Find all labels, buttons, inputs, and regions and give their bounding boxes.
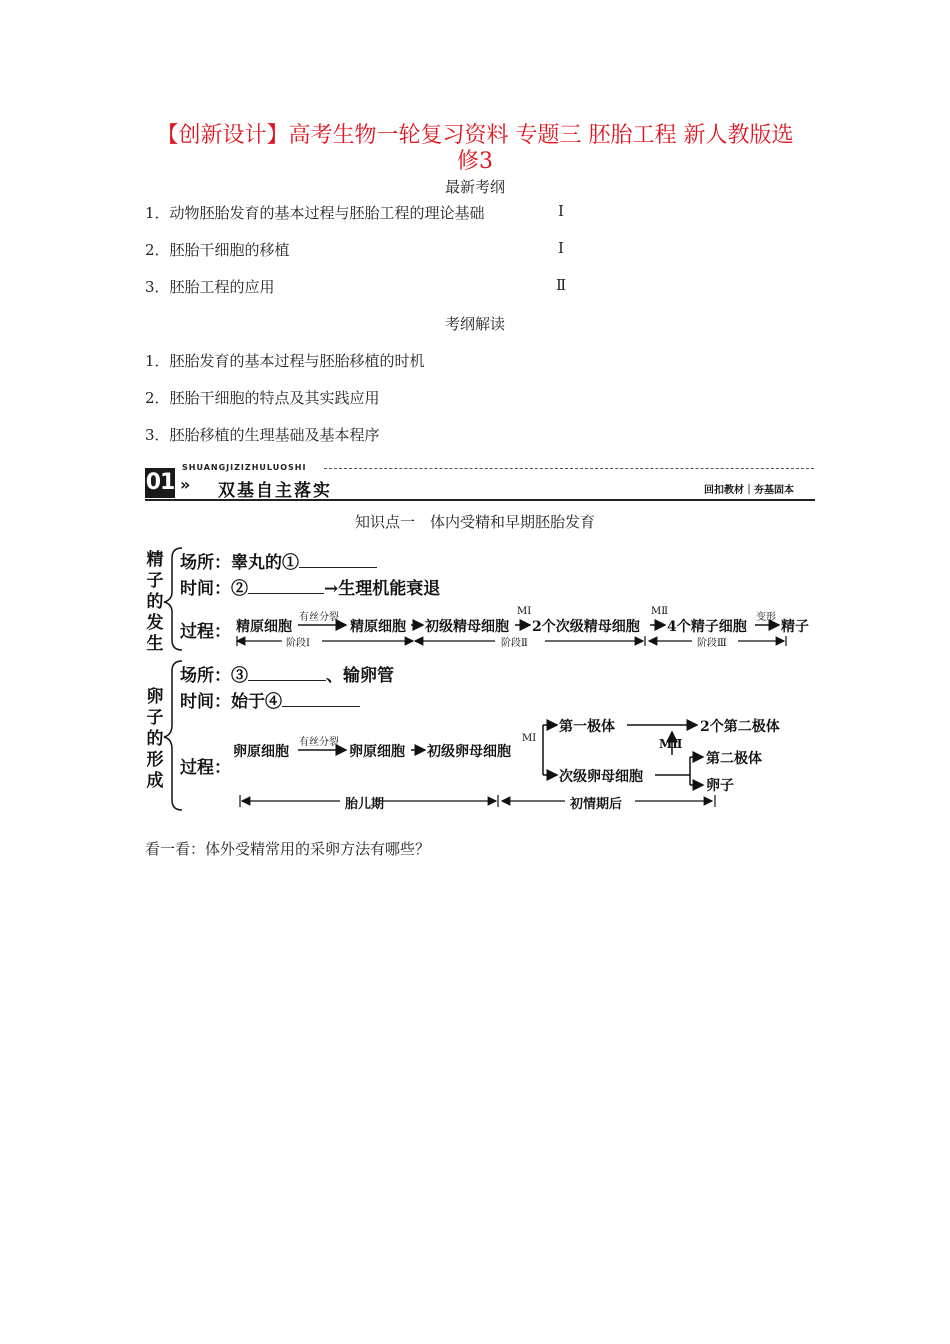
sperm-label-char: 子 xyxy=(146,571,164,591)
section-right-label: 回扣教材｜夯基固本 xyxy=(704,485,794,496)
syllabus-item-3: 3．胚胎工程的应用 xyxy=(145,278,275,296)
egg-label-char: 子 xyxy=(146,708,164,728)
egg-arrow-label-2: MⅠ xyxy=(522,733,537,744)
egg-result-second-polar: 第二极体 xyxy=(706,751,762,767)
sperm-arrow-label-2: MⅠ xyxy=(517,606,532,617)
document-title-line2: 修3 xyxy=(457,149,493,174)
sperm-stage-1: 阶段Ⅰ xyxy=(286,638,310,649)
egg-vertical-label xyxy=(145,687,165,792)
sperm-time-tail: →生理机能衰退 xyxy=(324,579,441,599)
egg-period-1: 胎儿期 xyxy=(345,797,385,812)
sperm-vertical-label xyxy=(145,550,165,655)
sperm-place-label: 场所：睾丸的① xyxy=(180,553,299,573)
sperm-step-1: 精原细胞 xyxy=(236,619,292,635)
interpretation-item-3: 3．胚胎移植的生理基础及基本程序 xyxy=(145,426,380,444)
sperm-label-char: 生 xyxy=(146,634,164,654)
interpretation-heading: 考纲解读 xyxy=(444,315,505,333)
egg-label-char: 的 xyxy=(146,729,164,749)
egg-place-label: 场所：③ xyxy=(180,666,248,686)
sperm-time-row xyxy=(180,574,440,599)
sperm-process-label: 过程： xyxy=(180,622,231,642)
sperm-arrow-label-4: 变形 xyxy=(756,612,776,623)
sperm-step-5: 4个精子细胞 xyxy=(667,619,747,635)
egg-arrow-label-3: MⅡ xyxy=(659,737,683,751)
egg-branch-top: 第一极体 xyxy=(559,719,615,735)
look-question: 看一看：体外受精常用的采卵方法有哪些？ xyxy=(145,840,431,858)
sperm-step-6: 精子 xyxy=(781,619,809,635)
egg-label-char: 成 xyxy=(146,771,164,791)
egg-step-3: 初级卵母细胞 xyxy=(427,744,511,760)
section-number-badge: 01 xyxy=(145,468,175,498)
syllabus-level-1: Ⅰ xyxy=(558,202,564,220)
sperm-arrow-label-1: 有丝分裂 xyxy=(299,612,339,623)
egg-time-row xyxy=(180,687,360,712)
sperm-label-char: 精 xyxy=(146,550,164,570)
sperm-place-row xyxy=(180,548,377,573)
egg-branch-top-result: 2个第二极体 xyxy=(700,719,780,735)
section-pinyin: SHUANGJIZIZHULUOSHI xyxy=(182,463,307,472)
egg-place-row xyxy=(180,661,394,686)
sperm-label-char: 的 xyxy=(146,592,164,612)
egg-result-egg: 卵子 xyxy=(706,778,734,794)
egg-place-tail: 、输卵管 xyxy=(326,666,394,686)
knowledge-point-heading: 知识点一 体内受精和早期胚胎发育 xyxy=(354,513,595,531)
section-title: 双基自主落实 xyxy=(218,481,332,501)
syllabus-item-1: 1．动物胚胎发育的基本过程与胚胎工程的理论基础 xyxy=(145,204,485,222)
sperm-stage-3: 阶段Ⅲ xyxy=(697,638,727,649)
sperm-arrow-label-3: MⅡ xyxy=(651,606,669,617)
syllabus-level-2: Ⅰ xyxy=(558,239,564,257)
egg-period-2: 初情期后 xyxy=(570,797,623,812)
egg-process-label: 过程： xyxy=(180,758,231,778)
egg-time-label: 时间：始于④ xyxy=(180,692,282,712)
blank-1 xyxy=(299,551,377,568)
sperm-time-label: 时间：② xyxy=(180,579,248,599)
interpretation-item-2: 2．胚胎干细胞的特点及其实践应用 xyxy=(145,389,380,407)
chevron-icon: » xyxy=(180,475,191,494)
sperm-step-2: 精原细胞 xyxy=(350,619,406,635)
sperm-step-4: 2个次级精母细胞 xyxy=(532,619,640,635)
syllabus-heading: 最新考纲 xyxy=(444,178,505,196)
blank-4 xyxy=(282,690,360,707)
blank-2 xyxy=(248,577,324,594)
blank-3 xyxy=(248,664,326,681)
syllabus-level-3: Ⅱ xyxy=(556,276,567,294)
sperm-label-char: 发 xyxy=(146,613,164,633)
syllabus-item-2: 2．胚胎干细胞的移植 xyxy=(145,241,290,259)
egg-step-2: 卵原细胞 xyxy=(349,744,405,760)
egg-branch-bottom: 次级卵母细胞 xyxy=(559,769,643,785)
interpretation-item-1: 1．胚胎发育的基本过程与胚胎移植的时机 xyxy=(145,352,425,370)
sperm-stage-2: 阶段Ⅱ xyxy=(501,638,528,649)
document-title-line1: 【创新设计】高考生物一轮复习资料 专题三 胚胎工程 新人教版选 xyxy=(156,123,794,148)
egg-step-1: 卵原细胞 xyxy=(233,744,289,760)
egg-label-char: 形 xyxy=(146,750,164,770)
egg-arrow-label-1: 有丝分裂 xyxy=(299,737,339,748)
sperm-step-3: 初级精母细胞 xyxy=(425,619,509,635)
egg-label-char: 卵 xyxy=(146,687,164,707)
